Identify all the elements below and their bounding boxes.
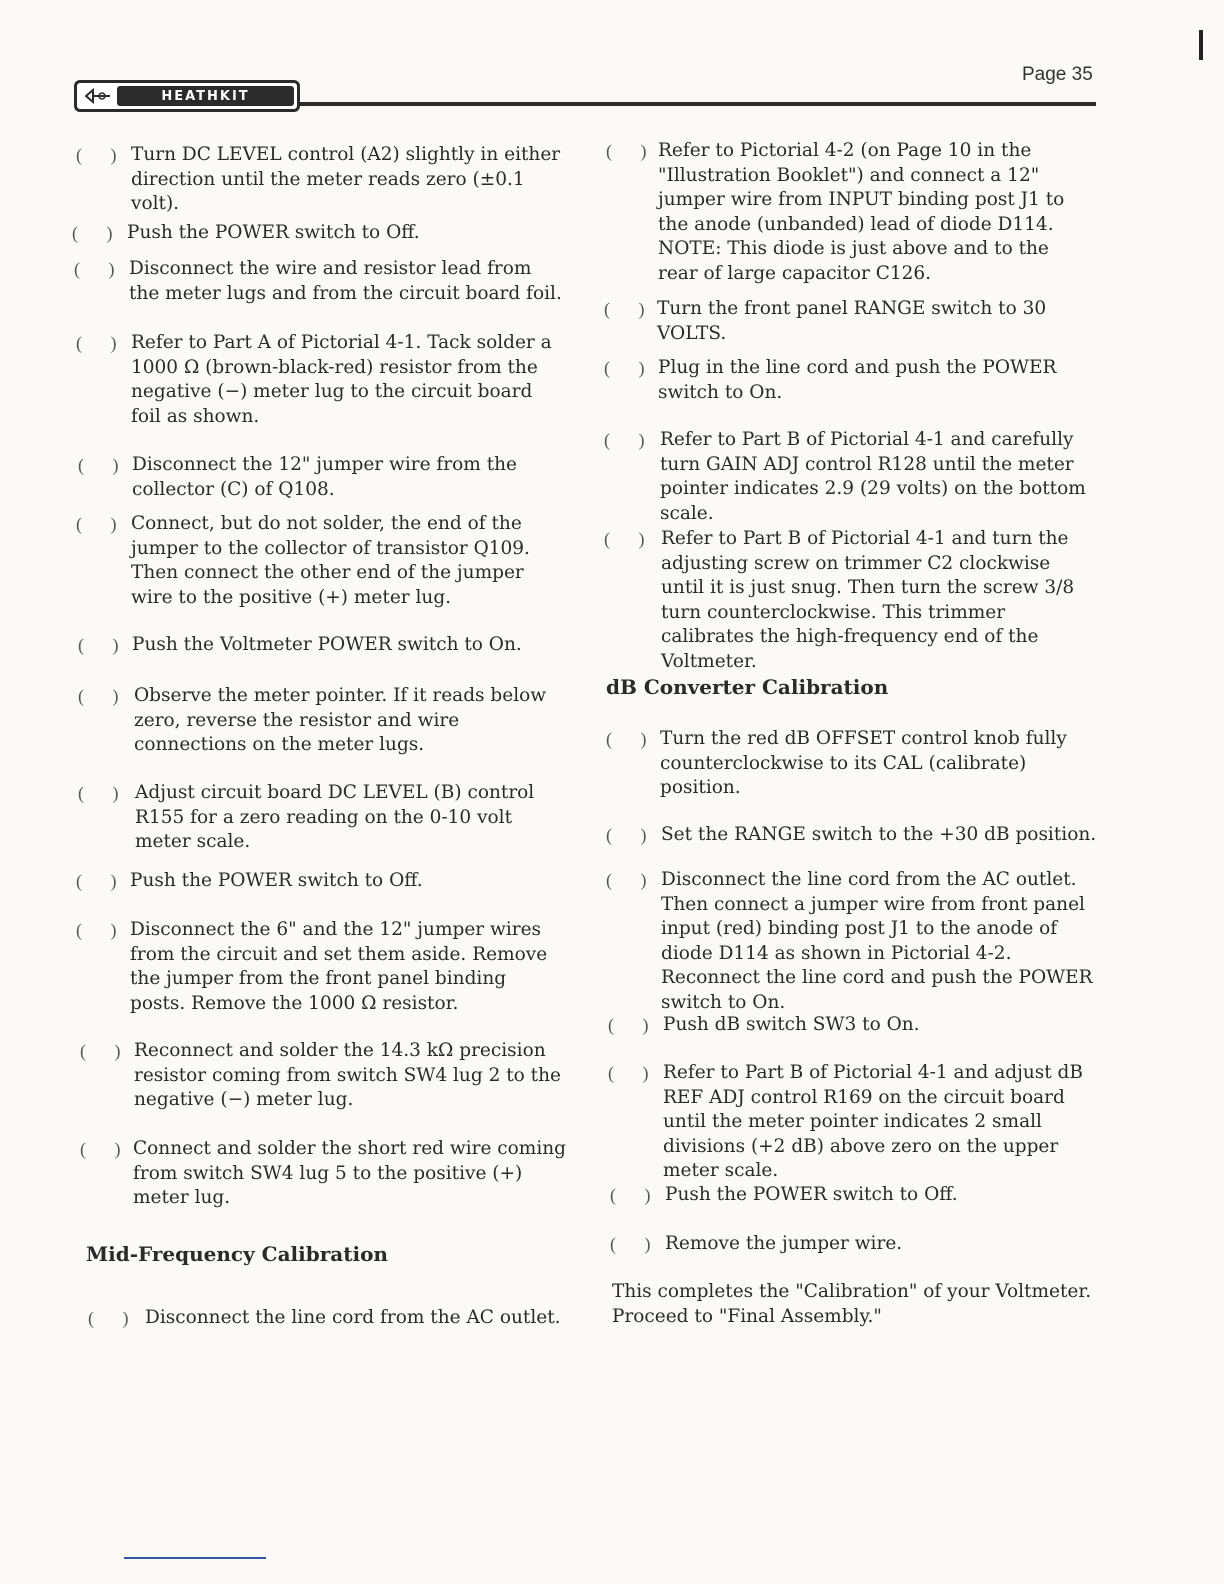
- header-divider: [300, 102, 1096, 106]
- step-text: Push the POWER switch to Off.: [127, 222, 420, 243]
- step-checkbox[interactable]: ( ): [76, 333, 129, 353]
- step-checkbox[interactable]: ( ): [78, 686, 131, 706]
- step-checkbox[interactable]: ( ): [604, 529, 657, 549]
- section-heading-mid-frequency: Mid-Frequency Calibration: [86, 1242, 388, 1266]
- step-checkbox[interactable]: ( ): [78, 783, 131, 803]
- step-text: Turn the red dB OFFSET control knob fully counterclockwise to its CAL (calibrate) position.: [660, 728, 1067, 798]
- step-text: Remove the jumper wire.: [665, 1233, 903, 1254]
- step-text: Refer to Part A of Pictorial 4-1. Tack solder a 1000 Ω (brown-black-red) resistor from the negative (−) meter lug to the circuit board foil as shown.: [131, 332, 552, 427]
- closing-paragraph: This completes the "Calibration" of your Voltmeter. Proceed to "Final Assembly.": [612, 1281, 1092, 1327]
- step-checkbox[interactable]: ( ): [78, 455, 131, 475]
- step-checkbox[interactable]: ( ): [78, 635, 131, 655]
- logo-symbol-icon: [85, 87, 111, 105]
- step-checkbox[interactable]: ( ): [608, 1063, 661, 1083]
- step-checkbox[interactable]: ( ): [606, 141, 659, 161]
- step-text: Connect, but do not solder, the end of the jumper to the collector of transistor Q109. Then connect the other end of the jumper wire to the positive (+) meter lug.: [131, 513, 530, 608]
- step-text: Adjust circuit board DC LEVEL (B) control R155 for a zero reading on the 0-10 volt meter scale.: [135, 782, 535, 852]
- step-checkbox[interactable]: ( ): [610, 1185, 663, 1205]
- step-checkbox[interactable]: ( ): [74, 259, 127, 279]
- logo-text: HEATHKIT: [117, 86, 294, 106]
- step-checkbox[interactable]: ( ): [604, 299, 657, 319]
- step-checkbox[interactable]: ( ): [76, 920, 129, 940]
- step-text: Refer to Part B of Pictorial 4-1 and turn the adjusting screw on trimmer C2 clockwise until it is just snug. Then turn the screw 3/8 turn counterclockwise. This trimmer calibrates the high-frequency end of the Voltmeter.: [661, 528, 1075, 672]
- step-text: Turn the front panel RANGE switch to 30 VOLTS.: [657, 298, 1047, 344]
- bottom-rule: [124, 1557, 266, 1559]
- step-checkbox[interactable]: ( ): [604, 430, 657, 450]
- step-checkbox[interactable]: ( ): [604, 358, 657, 378]
- step-text: Plug in the line cord and push the POWER switch to On.: [658, 357, 1057, 403]
- step-text: Disconnect the line cord from the AC outlet.: [145, 1307, 561, 1328]
- step-text: Disconnect the 12" jumper wire from the collector (C) of Q108.: [132, 454, 517, 500]
- step-text: Observe the meter pointer. If it reads below zero, reverse the resistor and wire connections on the meter lugs.: [134, 685, 547, 755]
- step-text: Push the Voltmeter POWER switch to On.: [132, 634, 522, 655]
- step-checkbox[interactable]: ( ): [88, 1308, 141, 1328]
- step-text: Set the RANGE switch to the +30 dB position.: [661, 824, 1097, 845]
- step-checkbox[interactable]: ( ): [606, 870, 659, 890]
- step-checkbox[interactable]: ( ): [608, 1015, 661, 1035]
- step-checkbox[interactable]: ( ): [72, 223, 125, 243]
- step-checkbox[interactable]: ( ): [80, 1139, 133, 1159]
- step-text: Disconnect the line cord from the AC outlet. Then connect a jumper wire from front panel input (red) binding post J1 to the anode of diode D114 as shown in Pictorial 4-2. Reconnect the line cord and push the POWER switch to On.: [661, 869, 1093, 1013]
- step-text: Connect and solder the short red wire coming from switch SW4 lug 5 to the positive (+) meter lug.: [133, 1138, 567, 1208]
- step-text: Turn DC LEVEL control (A2) slightly in either direction until the meter reads zero (±0.1 volt).: [131, 144, 561, 214]
- step-checkbox[interactable]: ( ): [76, 514, 129, 534]
- page-number: Page 35: [1022, 64, 1093, 85]
- step-text: Refer to Pictorial 4-2 (on Page 10 in the "Illustration Booklet") and connect a 12" jumper wire from INPUT binding post J1 to the anode (unbanded) lead of diode D114. NOTE: This diode is just above and to the rear of large capacitor C126.: [658, 140, 1065, 284]
- step-text: Push dB switch SW3 to On.: [663, 1014, 920, 1035]
- step-checkbox[interactable]: ( ): [76, 871, 129, 891]
- step-text: Push the POWER switch to Off.: [130, 870, 423, 891]
- step-checkbox[interactable]: ( ): [606, 825, 659, 845]
- step-text: Reconnect and solder the 14.3 kΩ precision resistor coming from switch SW4 lug 2 to the negative (−) meter lug.: [134, 1040, 561, 1110]
- step-checkbox[interactable]: ( ): [76, 145, 129, 165]
- step-text: Disconnect the 6" and the 12" jumper wires from the circuit and set them aside. Remove the jumper from the front panel binding posts. Remove the 1000 Ω resistor.: [130, 919, 548, 1014]
- section-heading-db-converter: dB Converter Calibration: [606, 675, 889, 699]
- step-checkbox[interactable]: ( ): [80, 1041, 133, 1061]
- step-text: Refer to Part B of Pictorial 4-1 and adjust dB REF ADJ control R169 on the circuit board until the meter pointer indicates 2 small divisions (+2 dB) above zero on the upper meter scale.: [663, 1062, 1083, 1181]
- step-checkbox[interactable]: ( ): [606, 729, 659, 749]
- heathkit-logo: [74, 80, 300, 112]
- step-text: Disconnect the wire and resistor lead from the meter lugs and from the circuit board foil.: [129, 258, 562, 304]
- step-text: Push the POWER switch to Off.: [665, 1184, 958, 1205]
- edge-mark: [1199, 30, 1203, 60]
- step-text: Refer to Part B of Pictorial 4-1 and carefully turn GAIN ADJ control R128 until the meter pointer indicates 2.9 (29 volts) on the bottom scale.: [660, 429, 1086, 524]
- step-checkbox[interactable]: ( ): [610, 1234, 663, 1254]
